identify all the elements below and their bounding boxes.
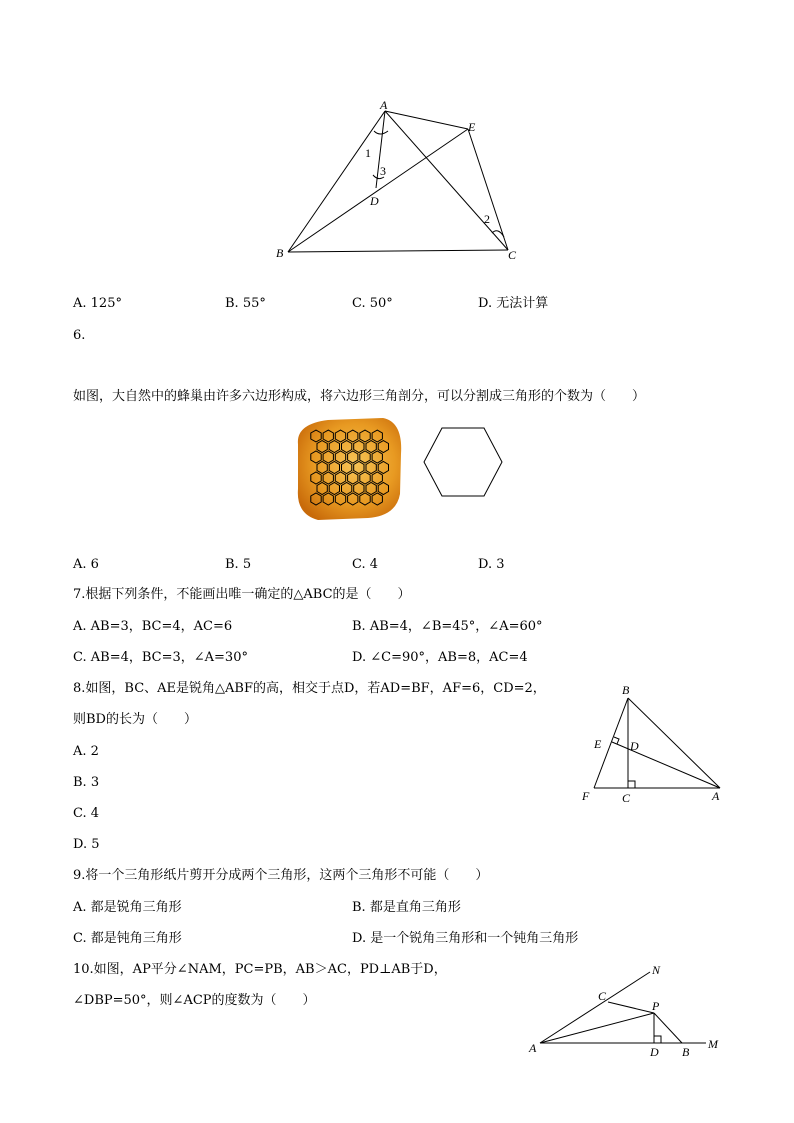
q8-stem-line2: 则BD的长为（ ） xyxy=(73,712,197,727)
label-N: N xyxy=(652,963,661,977)
label-D: D xyxy=(650,1045,659,1059)
label-E: E xyxy=(468,120,476,134)
label-F: F xyxy=(582,789,590,803)
label-B: B xyxy=(622,683,630,697)
q5-figure xyxy=(270,95,530,265)
angle-1: 1 xyxy=(365,146,371,160)
q8-option-b: B. 3 xyxy=(73,775,100,790)
q5-option-d: D. 无法计算 xyxy=(478,296,549,311)
label-P: P xyxy=(652,999,660,1013)
q8-figure xyxy=(578,680,728,808)
q10-stem-line1: 10.如图，AP平分∠NAM，PC=PB，AB＞AC，PD⊥AB于D， xyxy=(73,962,447,977)
label-M: M xyxy=(708,1037,718,1051)
q9-option-d: D. 是一个锐角三角形和一个钝角三角形 xyxy=(352,931,579,946)
q7-stem: 7.根据下列条件，不能画出唯一确定的△ABC的是（ ） xyxy=(73,587,411,602)
q5-option-c: C. 50° xyxy=(352,296,393,311)
q8-option-c: C. 4 xyxy=(73,806,100,821)
q10-stem-line2: ∠DBP=50°，则∠ACP的度数为（ ） xyxy=(73,993,316,1008)
q5-option-a: A. 125° xyxy=(73,296,122,311)
hexagon-figure xyxy=(420,424,506,500)
angle-3: 3 xyxy=(380,164,386,178)
q5-option-b: B. 55° xyxy=(225,296,266,311)
label-B: B xyxy=(276,246,284,260)
q6-option-d: D. 3 xyxy=(478,557,505,572)
angle-2: 2 xyxy=(484,212,490,226)
q9-option-b: B. 都是直角三角形 xyxy=(352,900,461,915)
q7-option-b: B. AB=4，∠B=45°，∠A=60° xyxy=(352,619,543,634)
label-D: D xyxy=(370,194,379,208)
q6-option-c: C. 4 xyxy=(352,557,379,572)
label-A: A xyxy=(529,1041,537,1055)
q8-option-a: A. 2 xyxy=(73,744,99,759)
label-C: C xyxy=(598,989,607,1003)
q6-option-a: A. 6 xyxy=(73,557,99,572)
q7-option-d: D. ∠C=90°，AB=8，AC=4 xyxy=(352,650,528,665)
q6-stem: 如图，大自然中的蜂巢由许多六边形构成，将六边形三角剖分，可以分割成三角形的个数为（ ） xyxy=(73,389,646,404)
honeycomb-image xyxy=(288,414,408,524)
q9-option-c: C. 都是钝角三角形 xyxy=(73,931,182,946)
label-A: A xyxy=(712,789,720,803)
q10-figure xyxy=(526,960,726,1060)
label-C: C xyxy=(508,248,517,262)
q9-option-a: A. 都是锐角三角形 xyxy=(73,900,182,915)
label-A: A xyxy=(380,98,388,112)
q9-stem: 9.将一个三角形纸片剪开分成两个三角形，这两个三角形不可能（ ） xyxy=(73,868,489,883)
q6-option-b: B. 5 xyxy=(225,557,252,572)
label-D: D xyxy=(630,739,639,753)
q7-option-c: C. AB=4，BC=3，∠A=30° xyxy=(73,650,248,665)
label-E: E xyxy=(594,737,602,751)
q8-stem-line1: 8.如图，BC、AE是锐角△ABF的高，相交于点D，若AD=BF，AF=6，CD=2， xyxy=(73,681,546,696)
label-C: C xyxy=(622,791,631,805)
q7-option-a: A. AB=3，BC=4，AC=6 xyxy=(73,619,233,634)
label-B: B xyxy=(682,1045,690,1059)
q6-number: 6. xyxy=(73,328,86,343)
q8-option-d: D. 5 xyxy=(73,837,100,852)
